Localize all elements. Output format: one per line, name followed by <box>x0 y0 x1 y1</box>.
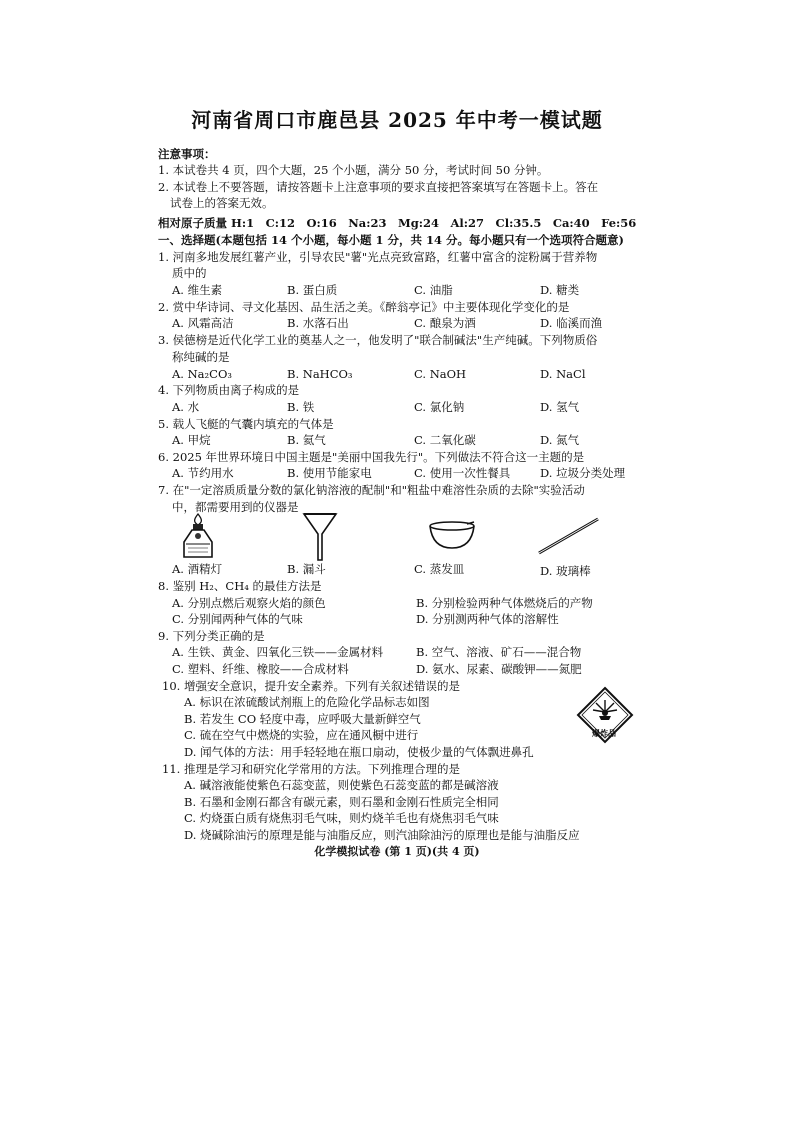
q4-stem: 4. 下列物质由离子构成的是 <box>158 383 300 397</box>
q6-stem: 6. 2025 年世界环境日中国主题是"美丽中国我先行"。下列做法不符合这一主题的是 <box>158 450 585 464</box>
exam-title: 河南省周口市鹿邑县 2025 年中考一模试题 <box>191 108 603 132</box>
q3-option-c: C. NaOH <box>414 367 467 381</box>
q11-option-b: B. 石墨和金刚石都含有碳元素，则石墨和金刚石性质完全相同 <box>184 795 499 809</box>
q6-option-b: B. 使用节能家电 <box>287 466 372 480</box>
q1-stem-cont: 质中的 <box>172 266 207 280</box>
notice-heading: 注意事项： <box>158 147 216 161</box>
atomic-mass-line: 相对原子质量 H:1 C:12 O:16 Na:23 Mg:24 Al:27 Cl:35.5 Ca:40 Fe:56 <box>158 216 637 230</box>
q7-option-d: D. 玻璃棒 <box>540 564 591 578</box>
notice-item-1: 1. 本试卷共 4 页，四个大题，25 个小题，满分 50 分，考试时间 50 分钟。 <box>158 163 549 177</box>
q5-stem: 5. 载人飞艇的气囊内填充的气体是 <box>158 417 334 431</box>
q8-option-d: D. 分别测两种气体的溶解性 <box>416 612 559 626</box>
q7-stem: 7. 在"一定溶质质量分数的氯化钠溶液的配制"和"粗盐中难溶性杂质的去除"实验活动 <box>158 483 585 497</box>
q5-option-a: A. 甲烷 <box>172 433 211 447</box>
q10-option-b: B. 若发生 CO 轻度中毒，应呼吸大量新鲜空气 <box>184 712 421 726</box>
q3-stem-cont: 称纯碱的是 <box>172 350 230 364</box>
q7-option-a: A. 酒精灯 <box>172 562 223 576</box>
q2-option-a: A. 风霜高洁 <box>172 316 234 330</box>
glass-rod-icon <box>537 516 601 556</box>
q2-option-b: B. 水落石出 <box>287 316 349 330</box>
q10-stem: 10. 增强安全意识，提升安全素养。下列有关叙述错误的是 <box>162 679 460 693</box>
page-footer: 化学模拟试卷 (第 1 页)(共 4 页) <box>314 845 480 858</box>
q6-option-d: D. 垃圾分类处理 <box>540 466 626 480</box>
q5-option-b: B. 氦气 <box>287 433 326 447</box>
q8-option-b: B. 分别检验两种气体燃烧后的产物 <box>416 596 593 610</box>
q3-option-b: B. NaHCO₃ <box>287 367 353 381</box>
q4-option-d: D. 氢气 <box>540 400 580 414</box>
q3-stem: 3. 侯德榜是近代化学工业的奠基人之一，他发明了"联合制碱法"生产纯碱。下列物质俗 <box>158 333 598 347</box>
q9-option-b: B. 空气、溶液、矿石——混合物 <box>416 645 582 659</box>
notice-item-2-cont: 试卷上的答案无效。 <box>170 196 274 210</box>
q7-option-c: C. 蒸发皿 <box>414 562 465 576</box>
q4-option-b: B. 铁 <box>287 400 315 414</box>
q4-option-c: C. 氯化钠 <box>414 400 465 414</box>
q2-stem: 2. 赏中华诗词、寻文化基因、品生活之美。《醉翁亭记》中主要体现化学变化的是 <box>158 300 570 314</box>
q1-option-b: B. 蛋白质 <box>287 283 338 297</box>
q11-stem: 11. 推理是学习和研究化学常用的方法。下列推理合理的是 <box>162 762 460 776</box>
q2-option-d: D. 临溪而渔 <box>540 316 603 330</box>
q3-option-d: D. NaCl <box>540 367 586 381</box>
q3-option-a: A. Na₂CO₃ <box>172 367 232 381</box>
q11-option-a: A. 碱溶液能使紫色石蕊变蓝，则使紫色石蕊变蓝的都是碱溶液 <box>184 778 499 792</box>
evaporating-dish-icon <box>427 520 477 552</box>
q9-stem: 9. 下列分类正确的是 <box>158 629 265 643</box>
funnel-icon <box>302 512 338 562</box>
q9-option-a: A. 生铁、黄金、四氧化三铁——金属材料 <box>172 645 384 659</box>
q8-option-c: C. 分别闻两种气体的气味 <box>172 612 303 626</box>
q8-stem: 8. 鉴别 H₂、CH₄ 的最佳方法是 <box>158 579 322 593</box>
q6-option-c: C. 使用一次性餐具 <box>414 466 511 480</box>
q9-option-d: D. 氨水、尿素、碳酸钾——氮肥 <box>416 662 582 676</box>
q1-stem: 1. 河南多地发展红薯产业，引导农民"薯"光点亮致富路，红薯中富含的淀粉属于营养物 <box>158 250 598 264</box>
section-1-heading: 一、选择题(本题包括 14 个小题，每小题 1 分，共 14 分。每小题只有一个选项符合题意) <box>158 233 624 247</box>
q1-option-a: A. 维生素 <box>172 283 223 297</box>
hazard-sign-label: 爆炸品 <box>592 728 616 738</box>
q11-option-c: C. 灼烧蛋白质有烧焦羽毛气味，则灼烧羊毛也有烧焦羽毛气味 <box>184 811 499 825</box>
q6-option-a: A. 节约用水 <box>172 466 234 480</box>
q5-option-c: C. 二氧化碳 <box>414 433 476 447</box>
q5-option-d: D. 氮气 <box>540 433 580 447</box>
q1-option-c: C. 油脂 <box>414 283 453 297</box>
q2-option-c: C. 酿泉为酒 <box>414 316 476 330</box>
notice-item-2: 2. 本试卷上不要答题，请按答题卡上注意事项的要求直接把答案填写在答题卡上。答在 <box>158 180 599 194</box>
alcohol-lamp-icon <box>176 512 220 560</box>
q10-option-a: A. 标识在浓硫酸试剂瓶上的危险化学品标志如图 <box>184 695 430 709</box>
q7-stem-cont: 中，都需要用到的仪器是 <box>172 500 299 514</box>
q11-option-d: D. 烧碱除油污的原理是能与油脂反应，则汽油除油污的原理也是能与油脂反应 <box>184 828 580 842</box>
q1-option-d: D. 糖类 <box>540 283 580 297</box>
q9-option-c: C. 塑料、纤维、橡胶——合成材料 <box>172 662 349 676</box>
q4-option-a: A. 水 <box>172 400 200 414</box>
q7-option-b: B. 漏斗 <box>287 562 326 576</box>
q10-option-d: D. 闻气体的方法：用手轻轻地在瓶口扇动，使极少量的气体飘进鼻孔 <box>184 745 534 759</box>
q8-option-a: A. 分别点燃后观察火焰的颜色 <box>172 596 326 610</box>
q10-option-c: C. 硫在空气中燃烧的实验，应在通风橱中进行 <box>184 728 419 742</box>
